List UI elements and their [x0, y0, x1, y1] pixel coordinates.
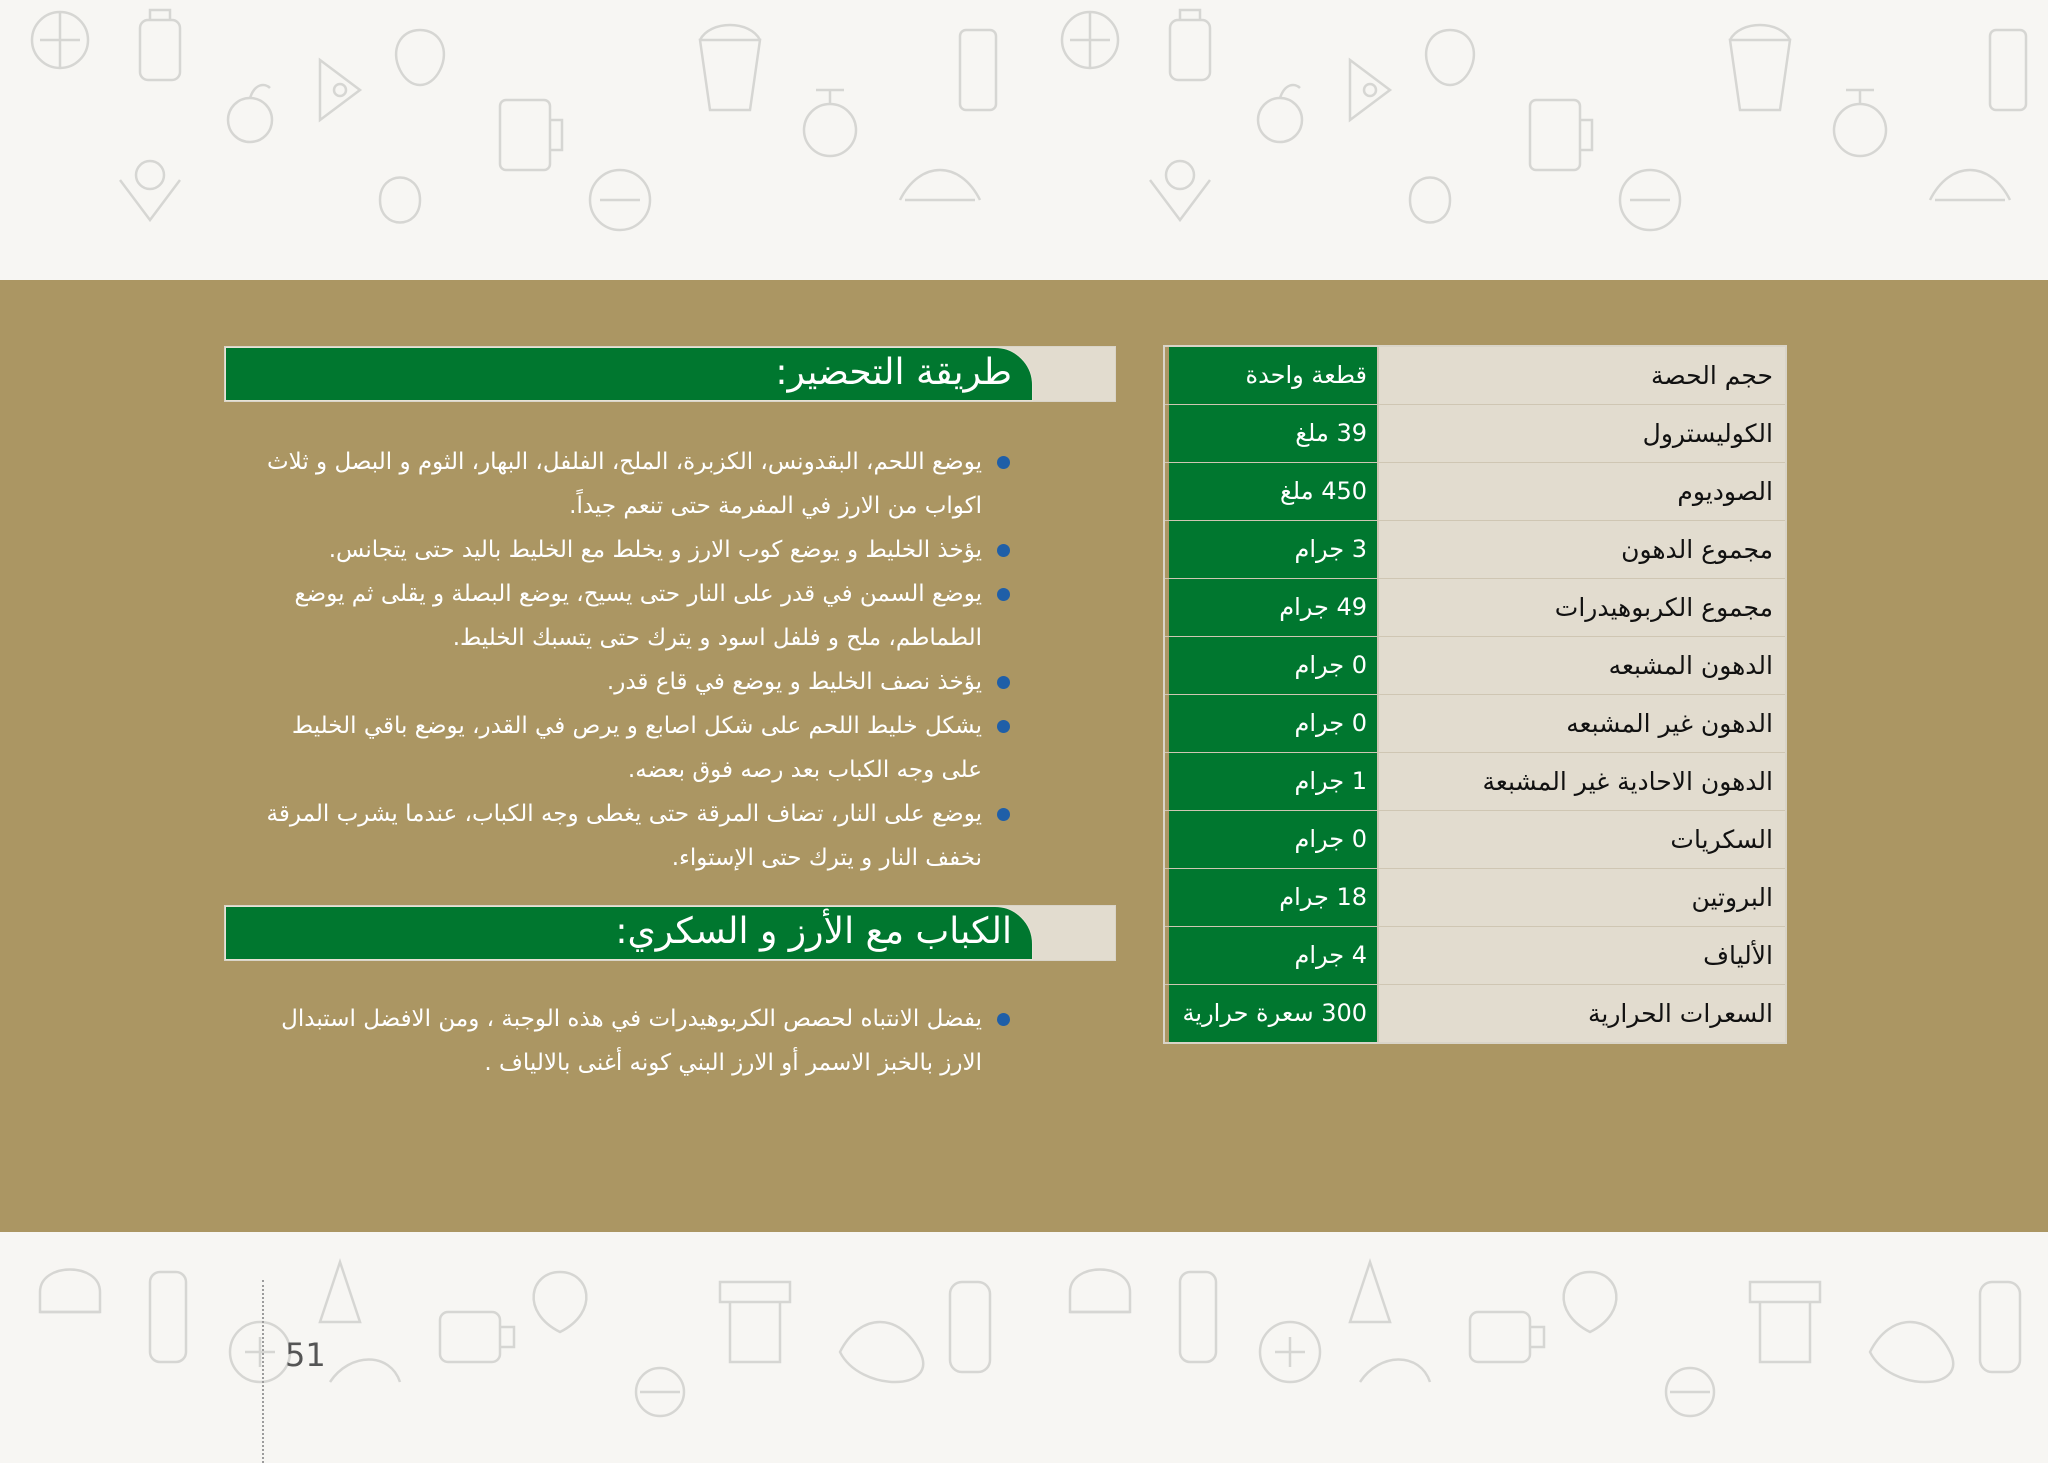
page-margin-rule	[262, 1280, 264, 1463]
step-text: يوضع السمن في قدر على النار حتى يسيح، يوضع البصلة و يقلى ثم يوضع الطماطم، ملح و فلفل اسود و يترك حتى يتسبك الخليط.	[294, 581, 982, 651]
nutrient-value: 450 ملغ	[1169, 463, 1379, 520]
table-row	[1165, 869, 1785, 927]
nutrient-value: 49 جرام	[1169, 579, 1379, 636]
section-title: الكباب مع الأرز و السكري:	[225, 906, 1033, 960]
nutrient-value: 3 جرام	[1169, 521, 1379, 578]
list-item	[250, 997, 1010, 1085]
nutrient-label: الدهون المشبعه	[1379, 637, 1785, 694]
section-header-preparation	[224, 346, 1116, 402]
table-row	[1165, 811, 1785, 869]
nutrient-label: السعرات الحرارية	[1379, 985, 1785, 1042]
bullet-icon	[997, 720, 1010, 733]
list-item	[250, 440, 1010, 528]
list-item	[250, 528, 1010, 572]
table-row	[1165, 695, 1785, 753]
nutrient-label: البروتين	[1379, 869, 1785, 926]
bullet-icon	[997, 808, 1010, 821]
bullet-icon	[997, 588, 1010, 601]
nutrient-label: السكريات	[1379, 811, 1785, 868]
table-row	[1165, 637, 1785, 695]
nutrient-value: 39 ملغ	[1169, 405, 1379, 462]
table-row	[1165, 463, 1785, 521]
nutrient-label: الألياف	[1379, 927, 1785, 984]
list-item	[250, 792, 1010, 880]
table-row	[1165, 753, 1785, 811]
diabetes-note-list	[250, 997, 1010, 1085]
bullet-icon	[997, 1013, 1010, 1026]
nutrient-value: 0 جرام	[1169, 637, 1379, 694]
note-text: يفضل الانتباه لحصص الكربوهيدرات في هذه الوجبة ، ومن الافضل استبدال الارز بالخبز الاسمر أو الارز البني كونه أغنى بالالياف .	[281, 1006, 982, 1076]
table-row	[1165, 405, 1785, 463]
nutrient-label: الدهون غير المشبعه	[1379, 695, 1785, 752]
step-text: يوضع اللحم، البقدونس، الكزبرة، الملح، الفلفل، البهار، الثوم و البصل و ثلاث اكواب من الارز في المفرمة حتى تنعم جيداً.	[266, 449, 982, 519]
step-text: يؤخذ الخليط و يوضع كوب الارز و يخلط مع الخليط باليد حتى يتجانس.	[328, 537, 982, 563]
step-text: يؤخذ نصف الخليط و يوضع في قاع قدر.	[606, 669, 982, 695]
preparation-steps-list	[250, 440, 1010, 880]
list-item	[250, 660, 1010, 704]
section-title: طريقة التحضير:	[225, 347, 1033, 401]
list-item	[250, 572, 1010, 660]
nutrient-value: 300 سعرة حرارية	[1169, 985, 1379, 1042]
nutrient-value: 0 جرام	[1169, 695, 1379, 752]
table-row	[1165, 985, 1785, 1042]
table-row	[1165, 347, 1785, 405]
nutrient-label: الدهون الاحادية غير المشبعة	[1379, 753, 1785, 810]
table-row	[1165, 521, 1785, 579]
section-header-diabetes	[224, 905, 1116, 961]
bullet-icon	[997, 544, 1010, 557]
nutrition-table	[1163, 345, 1787, 1044]
nutrient-label: حجم الحصة	[1379, 347, 1785, 404]
nutrient-label: مجموع الكربوهيدرات	[1379, 579, 1785, 636]
bullet-icon	[997, 456, 1010, 469]
nutrient-value: 4 جرام	[1169, 927, 1379, 984]
nutrient-value: 1 جرام	[1169, 753, 1379, 810]
list-item	[250, 704, 1010, 792]
nutrient-value: 0 جرام	[1169, 811, 1379, 868]
nutrient-value: قطعة واحدة	[1169, 347, 1379, 404]
page-number: 51	[285, 1336, 326, 1374]
table-row	[1165, 579, 1785, 637]
nutrient-value: 18 جرام	[1169, 869, 1379, 926]
bullet-icon	[997, 676, 1010, 689]
step-text: يشكل خليط اللحم على شكل اصابع و يرص في القدر، يوضع باقي الخليط على وجه الكباب بعد رصه فوق بعضه.	[291, 713, 982, 783]
food-doodle-pattern-top	[0, 0, 2048, 280]
nutrient-label: مجموع الدهون	[1379, 521, 1785, 578]
nutrient-label: الصوديوم	[1379, 463, 1785, 520]
step-text: يوضع على النار، تضاف المرقة حتى يغطى وجه الكباب، عندما يشرب المرقة نخفف النار و يترك حتى الإستواء.	[266, 801, 982, 871]
nutrient-label: الكوليسترول	[1379, 405, 1785, 462]
table-row	[1165, 927, 1785, 985]
